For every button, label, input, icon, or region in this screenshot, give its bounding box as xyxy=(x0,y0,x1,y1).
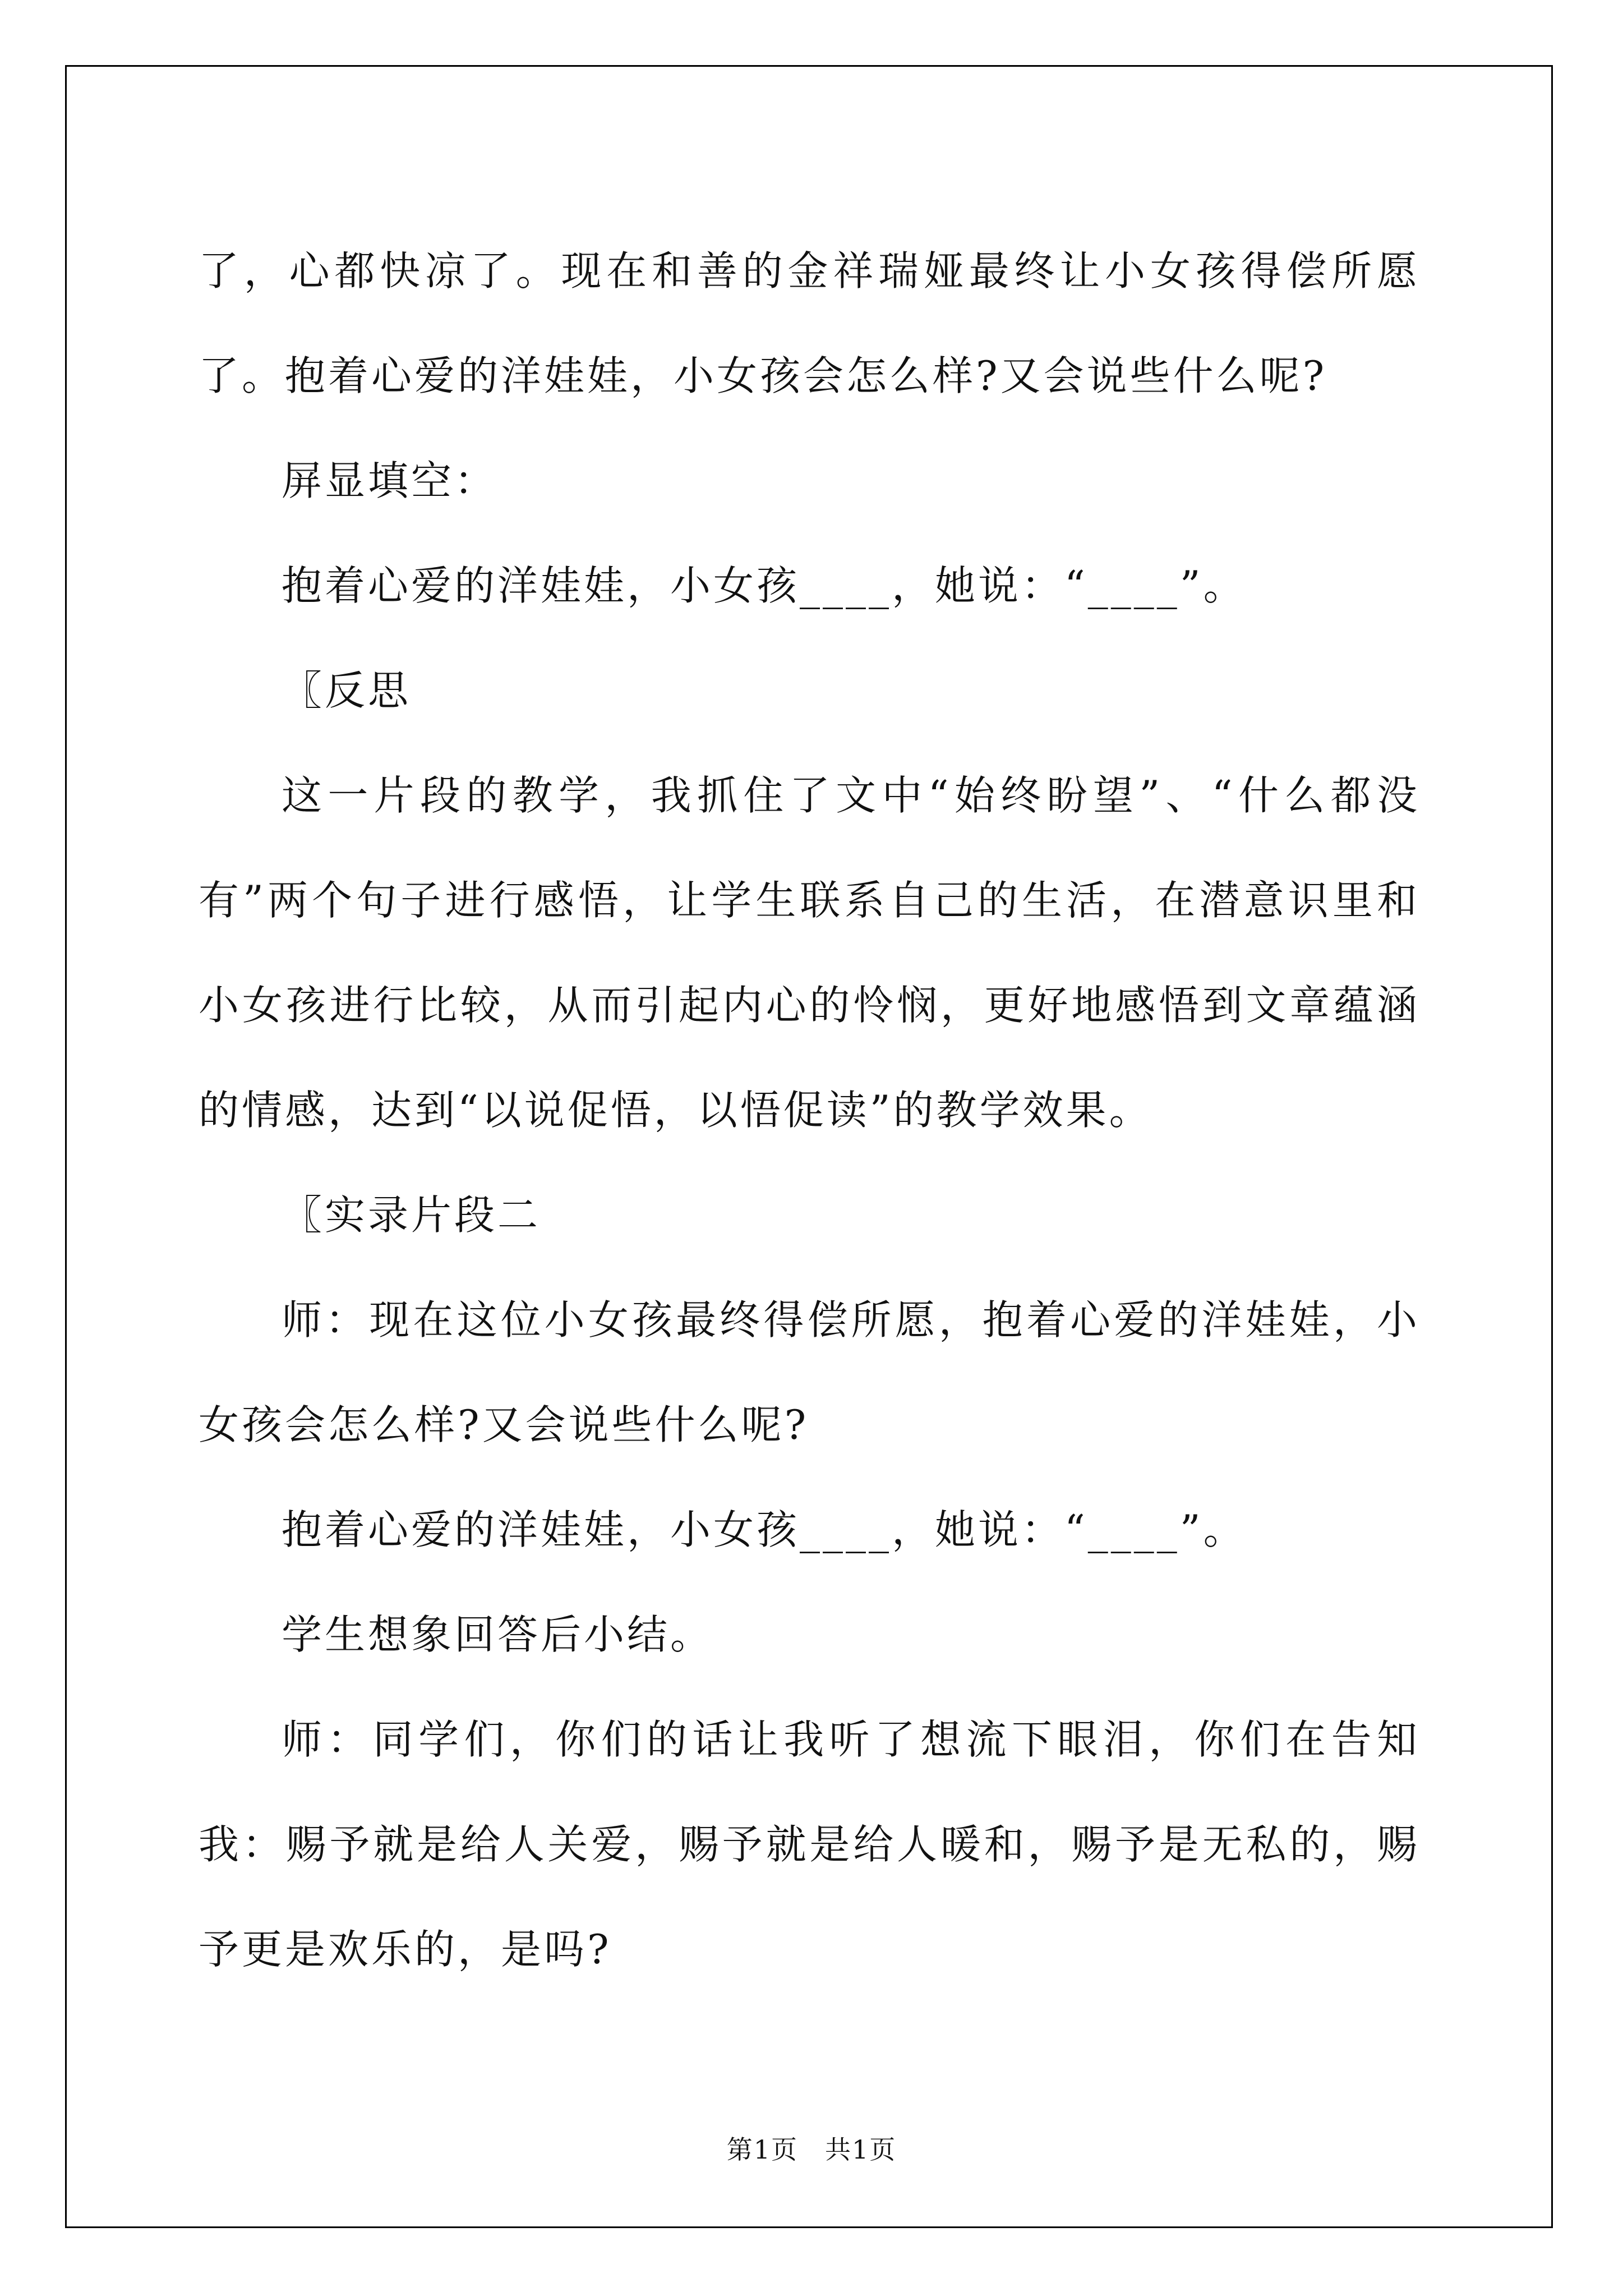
paragraph-2: 屏显填空： xyxy=(282,457,498,504)
section-heading-record-two: 〖实录片段二 xyxy=(282,1191,541,1239)
paragraph-5: 这一片段的教学，我抓住了文中“始终盼望”、“什么都没有”两个句子进行感悟，让学生联系自己的生活，在潜意识里和小女孩进行比较，从而引起内心的怜悯，更好地感悟到文章蕴涵的情感，达到“以说促悟，以悟促读”的教学效果。 xyxy=(199,772,1420,1134)
paragraph-8: 抱着心爱的洋娃娃，小女孩____，她说：“____”。 xyxy=(282,1506,1247,1553)
paragraph-3: 抱着心爱的洋娃娃，小女孩____，她说：“____”。 xyxy=(282,562,1247,609)
page-number-footer: 第1页 共1页 xyxy=(726,2134,897,2165)
paragraph-9: 学生想象回答后小结。 xyxy=(282,1611,714,1658)
section-heading-reflection: 〖反思 xyxy=(282,667,412,714)
paragraph-10: 师：同学们，你们的话让我听了想流下眼泪，你们在告知我：赐予就是给人关爱，赐予就是给人暖和，赐予是无私的，赐予更是欢乐的，是吗? xyxy=(199,1716,1420,1973)
paragraph-1: 了，心都快凉了。现在和善的金祥瑞娅最终让小女孩得偿所愿了。抱着心爱的洋娃娃，小女孩会怎么样?又会说些什么呢? xyxy=(199,247,1420,399)
document-body xyxy=(199,219,1420,2002)
paragraph-7: 师：现在这位小女孩最终得偿所愿，抱着心爱的洋娃娃，小女孩会怎么样?又会说些什么呢? xyxy=(199,1296,1420,1448)
